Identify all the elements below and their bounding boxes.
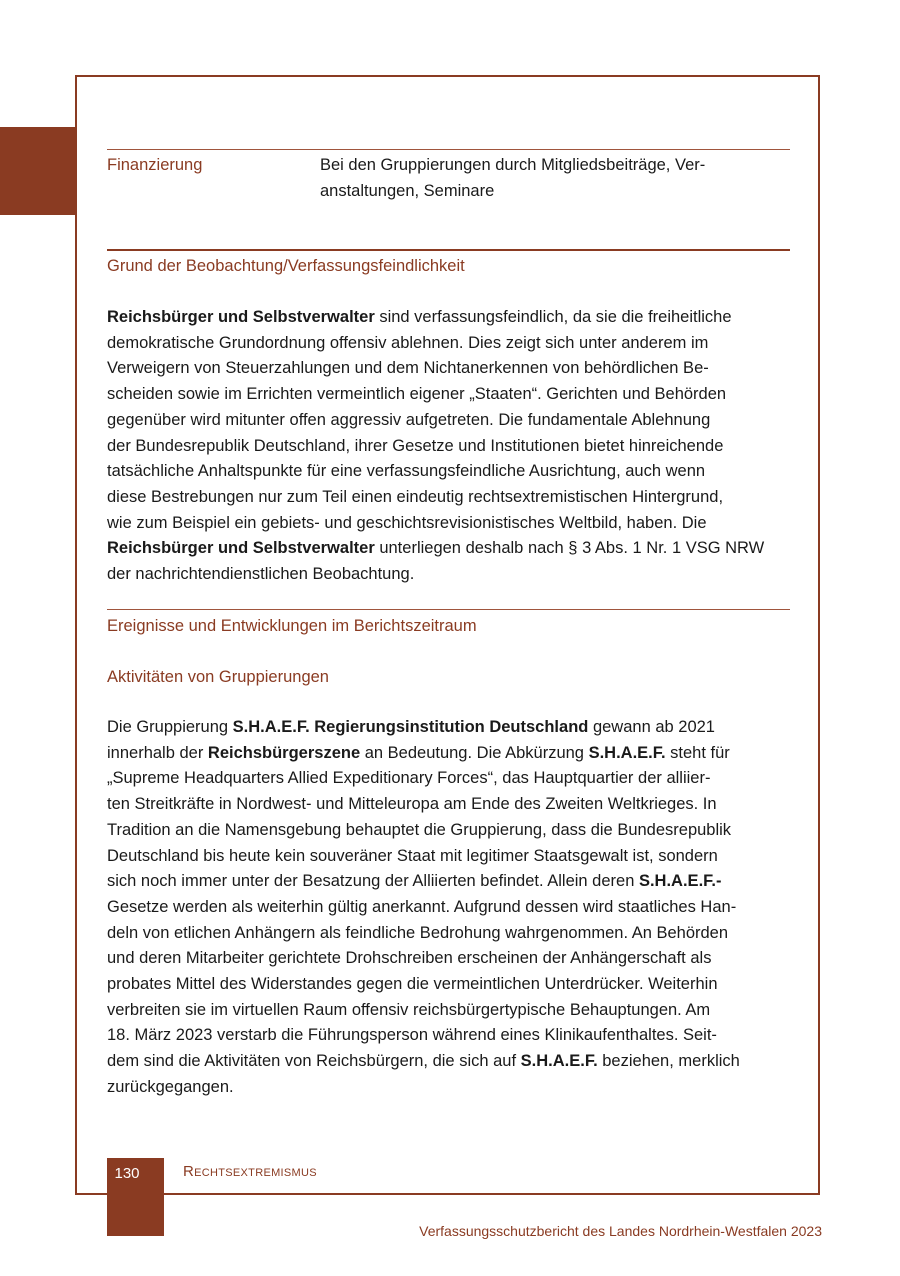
text-run: zurückgegangen. xyxy=(107,1077,234,1096)
chapter-marker-tab xyxy=(0,127,76,215)
text-run: tatsächliche Anhaltspunkte für eine verfassungsfeindliche Ausrichtung, auch wenn xyxy=(107,462,706,481)
divider-top xyxy=(107,149,790,150)
grund-paragraph xyxy=(107,305,797,588)
divider-grund xyxy=(107,249,790,251)
ereignisse-line xyxy=(107,1075,797,1101)
bold-term: S.H.A.E.F. Regierungsinstitution Deutschland xyxy=(232,718,589,736)
text-run: demokratische Grundordnung offensiv ablehnen. Dies zeigt sich unter anderem im xyxy=(107,333,709,352)
ereignisse-line xyxy=(107,792,797,818)
ereignisse-line xyxy=(107,998,797,1024)
page-number-box xyxy=(107,1158,164,1236)
text-run: deln von etlichen Anhängern als feindliche Bedrohung wahrgenommen. An Behörden xyxy=(107,923,729,942)
text-run: 18. März 2023 verstarb die Führungsperson während eines Klinikaufenthaltes. Seit- xyxy=(107,1026,717,1045)
text-run: sich noch immer unter der Besatzung der Alliierten befindet. Allein deren xyxy=(107,872,639,891)
text-run: Deutschland bis heute kein souveräner Staat mit legitimer Staatsgewalt ist, sondern xyxy=(107,846,718,865)
grund-line xyxy=(107,511,797,537)
bold-term: Reichsbürger und Selbstverwalter xyxy=(107,308,375,326)
ereignisse-line xyxy=(107,766,797,792)
text-run: gewann ab 2021 xyxy=(588,718,715,736)
text-run: diese Bestrebungen nur zum Teil einen eindeutig rechtsextremistischen Hintergrund, xyxy=(107,487,724,506)
ereignisse-paragraph xyxy=(107,715,797,1101)
finanzierung-value-line: anstaltungen, Seminare xyxy=(320,182,495,200)
grund-heading: Grund der Beobachtung/Verfassungsfeindlichkeit xyxy=(107,257,465,275)
grund-line xyxy=(107,305,797,331)
ereignisse-heading: Ereignisse und Entwicklungen im Berichtszeitraum xyxy=(107,617,477,635)
text-run: Tradition an die Namensgebung behauptet die Gruppierung, dass die Bundesrepublik xyxy=(107,820,732,839)
ereignisse-line xyxy=(107,869,797,895)
text-run: Die Gruppierung xyxy=(107,718,233,736)
ereignisse-line xyxy=(107,844,797,870)
ereignisse-line xyxy=(107,1023,797,1049)
text-run: sind verfassungsfeindlich, da sie die freiheitliche xyxy=(374,308,732,326)
text-run: beziehen, merklich xyxy=(597,1052,740,1071)
grund-line xyxy=(107,408,797,434)
bold-term: S.H.A.E.F. xyxy=(520,1052,598,1071)
bold-term: Reichsbürger und Selbstverwalter xyxy=(107,539,375,558)
text-run: und deren Mitarbeiter gerichtete Drohschreiben erscheinen der Anhängerschaft als xyxy=(107,949,712,968)
text-run: „Supreme Headquarters Allied Expeditionary Forces“, das Hauptquartier der alliier- xyxy=(107,769,711,788)
text-run: ten Streitkräfte in Nordwest- und Mitteleuropa am Ende des Zweiten Weltkrieges. In xyxy=(107,795,717,814)
grund-line xyxy=(107,562,797,588)
ereignisse-line xyxy=(107,895,797,921)
text-run: gegenüber wird mitunter offen aggressiv aufgetreten. Die fundamentale Ablehnung xyxy=(107,410,711,429)
divider-ereignisse xyxy=(107,609,790,610)
grund-line xyxy=(107,331,797,357)
bold-term: Reichsbürgerszene xyxy=(207,743,361,762)
text-run: innerhalb der xyxy=(107,743,208,762)
page-number: 130 xyxy=(114,1165,140,1182)
ereignisse-lines xyxy=(107,715,797,1101)
text-run: verbreiten sie im virtuellen Raum offensiv reichsbürgertypische Behauptungen. Am xyxy=(107,1000,711,1019)
text-run: der nachrichtendienstlichen Beobachtung. xyxy=(107,565,415,584)
finanzierung-value-line: Bei den Gruppierungen durch Mitgliedsbeiträge, Ver- xyxy=(320,156,706,174)
grund-line xyxy=(107,459,797,485)
grund-line xyxy=(107,485,797,511)
text-run: unterliegen deshalb nach § 3 Abs. 1 Nr. 1 VSG NRW xyxy=(374,539,765,558)
grund-line xyxy=(107,536,797,562)
grund-line xyxy=(107,434,797,460)
running-section-title: Rechtsextremismus xyxy=(183,1163,317,1180)
bold-term: S.H.A.E.F. xyxy=(588,743,666,762)
grund-line xyxy=(107,356,797,382)
text-run: dem sind die Aktivitäten von Reichsbürgern, die sich auf xyxy=(107,1052,521,1071)
ereignisse-line xyxy=(107,1049,797,1075)
ereignisse-line xyxy=(107,715,797,741)
text-run: steht für xyxy=(665,743,730,762)
finanzierung-value xyxy=(320,152,790,204)
text-run: der Bundesrepublik Deutschland, ihrer Gesetze und Institutionen bietet hinreichende xyxy=(107,436,724,455)
ereignisse-subheading: Aktivitäten von Gruppierungen xyxy=(107,668,329,686)
ereignisse-line xyxy=(107,921,797,947)
text-run: probates Mittel des Widerstandes gegen die vermeintlichen Unterdrücker. Weiterhin xyxy=(107,975,718,994)
grund-lines xyxy=(107,305,797,588)
bold-term: S.H.A.E.F.- xyxy=(638,872,722,891)
ereignisse-line xyxy=(107,972,797,998)
publication-title: Verfassungsschutzbericht des Landes Nordrhein-Westfalen 2023 xyxy=(419,1223,822,1239)
finanzierung-label: Finanzierung xyxy=(107,156,203,174)
ereignisse-line xyxy=(107,818,797,844)
text-run: scheiden sowie im Errichten vermeintlich eigener „Staaten“. Gerichten und Behörden xyxy=(107,385,727,404)
text-run: Verweigern von Steuerzahlungen und dem Nichtanerkennen von behördlichen Be- xyxy=(107,359,709,378)
ereignisse-line xyxy=(107,741,797,767)
ereignisse-line xyxy=(107,946,797,972)
text-run: an Bedeutung. Die Abkürzung xyxy=(360,743,589,762)
text-run: wie zum Beispiel ein gebiets- und geschichtsrevisionistisches Weltbild, haben. Die xyxy=(107,513,707,532)
grund-line xyxy=(107,382,797,408)
text-run: Gesetze werden als weiterhin gültig anerkannt. Aufgrund dessen wird staatliches Han- xyxy=(107,897,737,916)
